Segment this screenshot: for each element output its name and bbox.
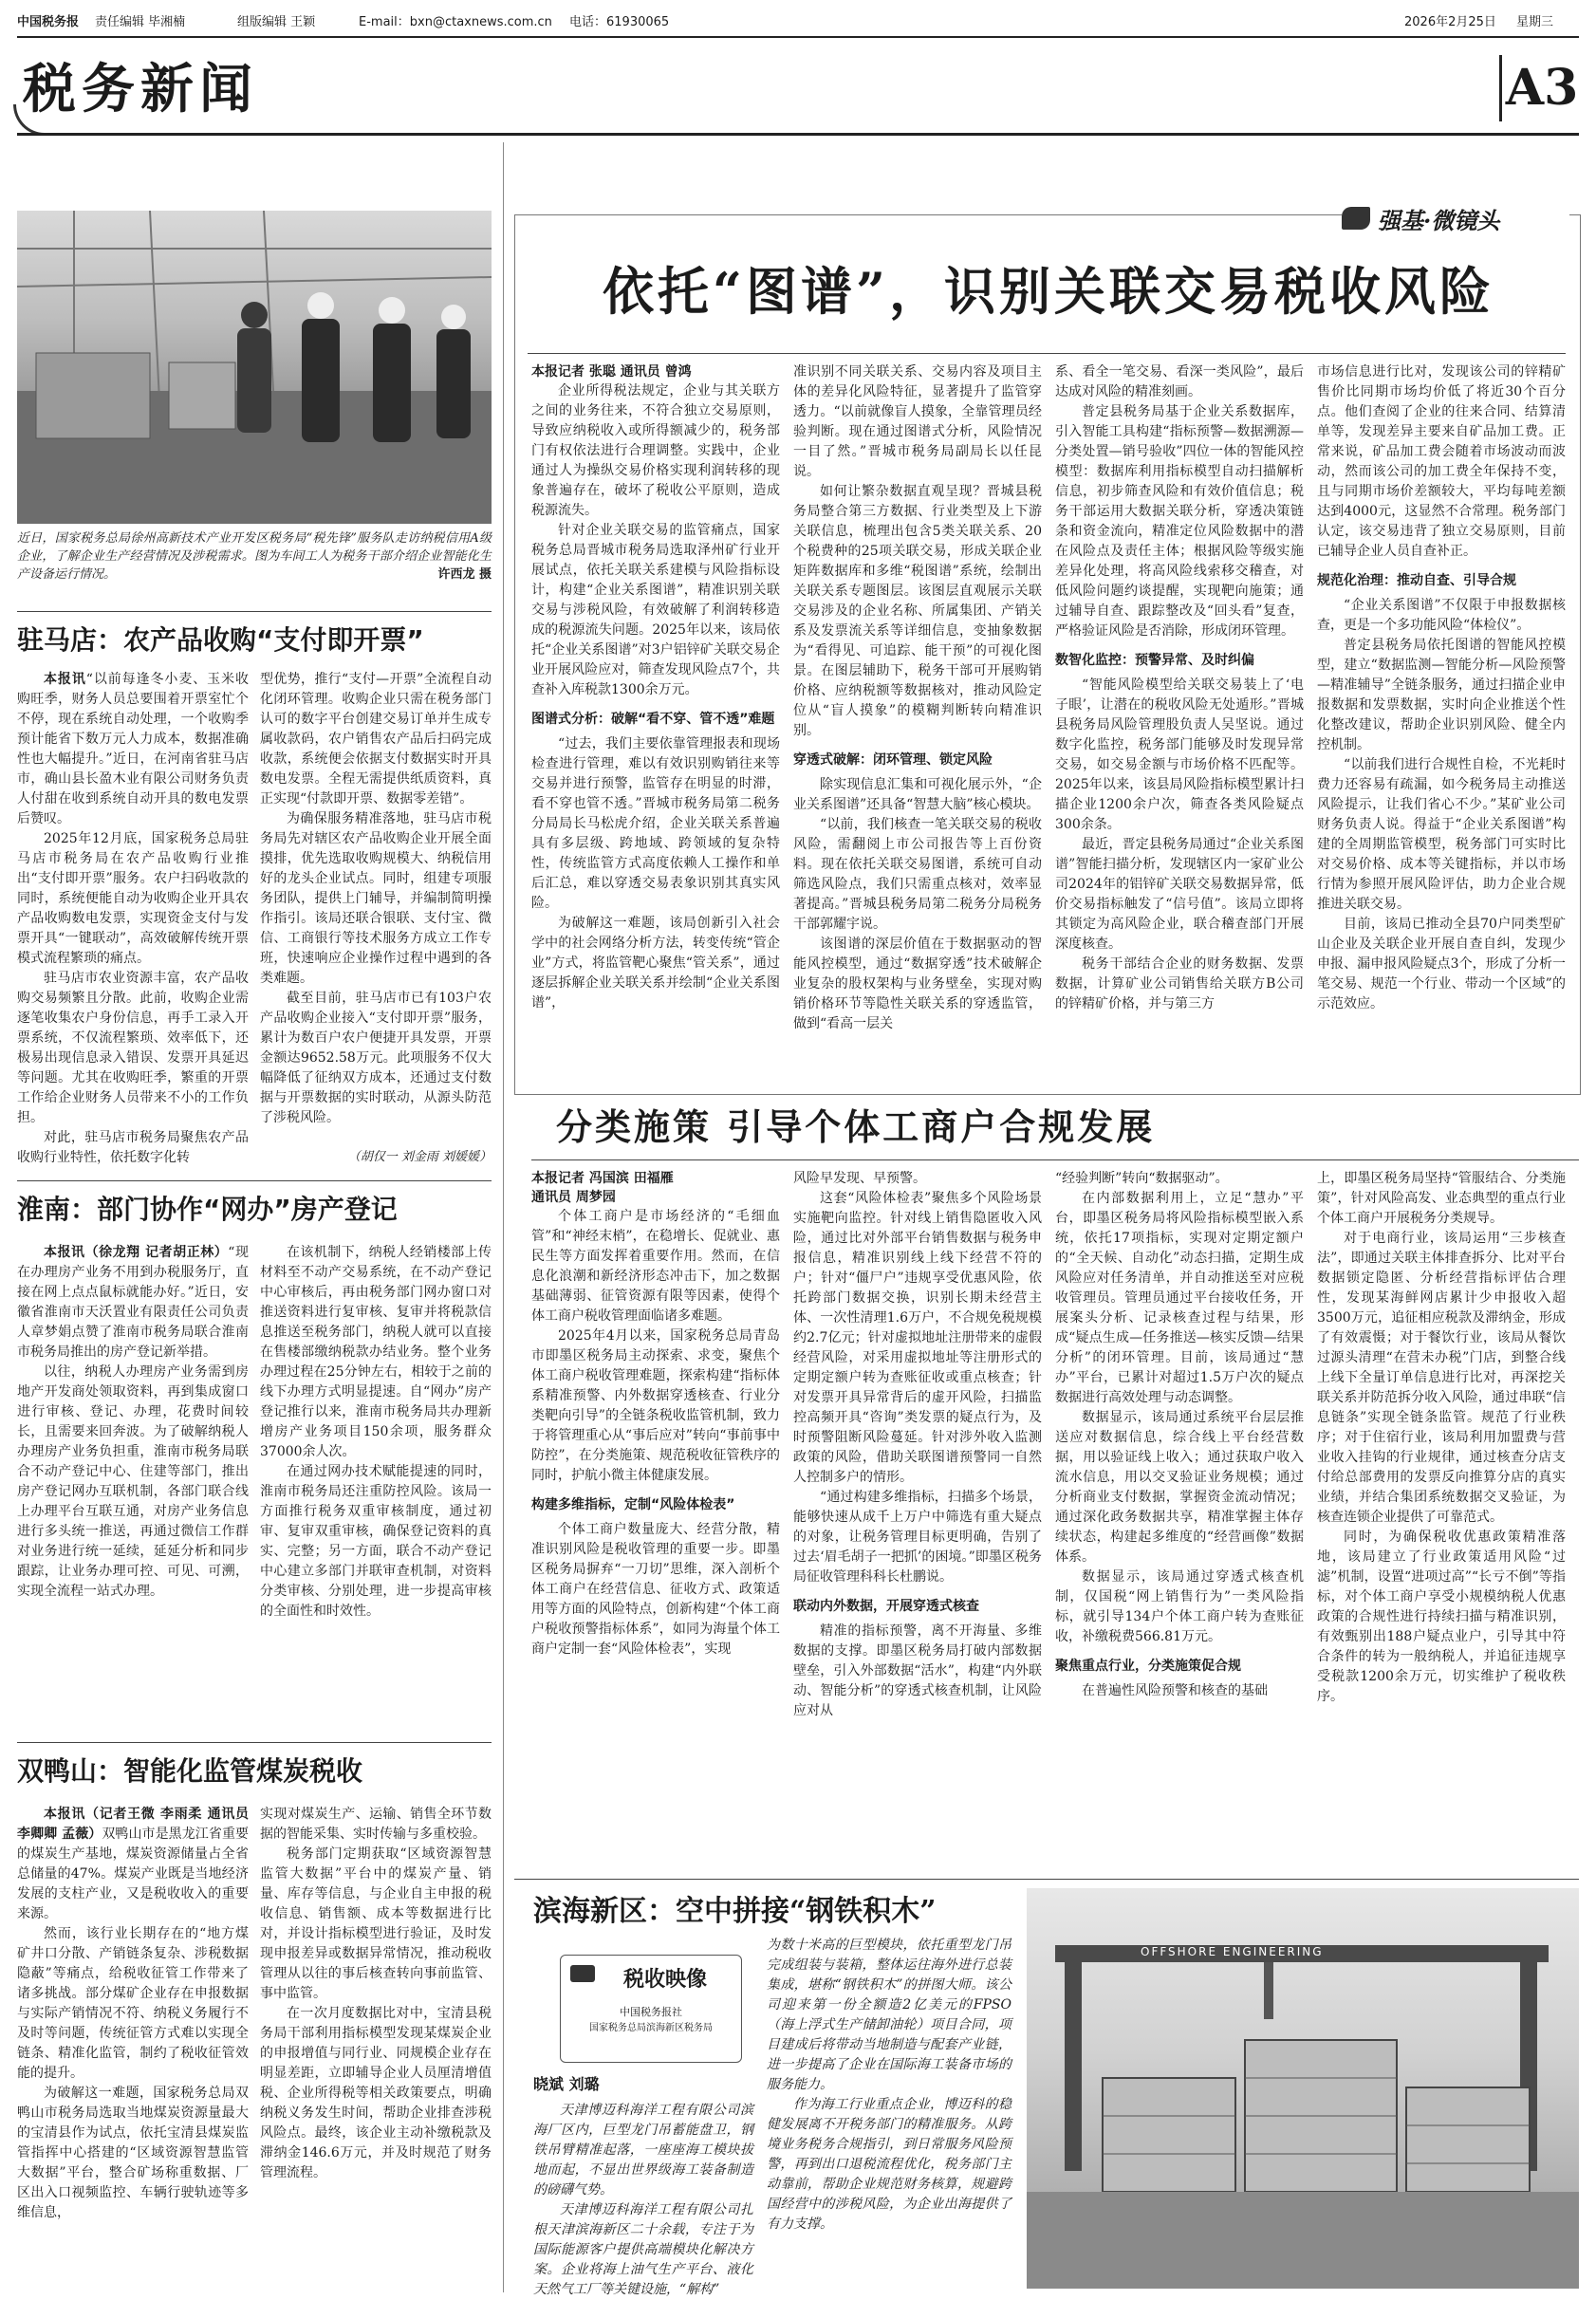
main-byline: 本报记者 张聪 通讯员 曾鸿	[531, 364, 692, 380]
paper-name: 中国税务报	[17, 15, 80, 29]
huainan-col1: 本报讯（徐龙翔 记者胡正林）“现在办理房产业务不用到办税服务厅，直接在网上点点鼠标就能办好。”近日，安徽省淮南市天沃置业有限责任公司负责人章梦娟点赞了淮南市税务局联合淮南市税务局推出的房产登记新举措。 以往，纳税人办理房产业务需到房地产开发商处领取资料，再到集成窗口进行审核、登记、办理，花费时间较长，且需要来回奔波。为了破解纳税人办理房产业务负担重，淮南市税务局联合不动产登记中心、住建等部门，推出房产登记网办互联机制，各部门联合线上办理平台互联互通，对房产业务信息进行多头统一推送，再通过微信工作群对业务进行统一延续，延延分析和同步跟踪，让业务办理可控、可见、可溯，实现全流程一站式办理。	[17, 1245, 249, 1599]
huainan-byline: 本报讯（徐龙翔 记者胡正林）	[44, 1245, 229, 1260]
binhai-photo	[1027, 1888, 1579, 2289]
zhumadian-byline: 本报讯	[44, 672, 86, 687]
geti-col2: 风险早发现、早预警。 这套“风险体检表”聚焦多个风险场景实施靶向监控。针对线上销售隐匿收入风险，通过比对外部平台销售数据与税务申报信息，精准识别线上线下经营不符的户；针对“僵尸户”违规享受优惠风险，依托跨部门数据交换，识别长期未经营主体、一次性清理1.6万户，不合规免税规模约2.7亿元；针对虚拟地址注册带来的虚假经营风险，对采用虚拟地址等注册形式的定期定额户转为查账征收或重点核查；针对发票开具异常背后的虚开风险，扫描监控高频开具“咨询”类发票的疑点行为，及时预警阻断风险蔓延。针对涉外收入监测政策的风险，借助关联图谱预警同一自然人控制多户的情形。 “通过构建多维指标，扫描多个场景，能够快速从成千上万户中筛选有重大疑点的对象，让税务管理目标更明确，告别了过去‘眉毛胡子一把抓’的困境。”即墨区税务局征收管理科科长杜鹏说。 联动内外数据，开展穿透式核查 精准的指标预警，离不开海量、多维数据的支撑。即墨区税务局打破内部数据壁垒，引入外部数据“活水”，构建“内外联动、智能分析”的穿透式核查机制，让风险应对从	[793, 1171, 1042, 1718]
kicker-badge	[1342, 201, 1569, 235]
zhumadian-title: 驻马店：农产品收购“支付即开票”	[17, 624, 424, 656]
kicker-text: 强基·微镜头	[1378, 206, 1500, 234]
factory-scene	[17, 211, 492, 524]
camera-icon	[570, 1965, 595, 1982]
geti-byline-2: 通讯员 周梦园	[531, 1190, 616, 1205]
binhai-title: 滨海新区：空中拼接“钢铁积木”	[533, 1895, 937, 1928]
main-col4: 市场信息进行比对，发现该公司的锌精矿售价比同期市场均价低了将近30个百分点。他们查阅了企业的往来合同、结算清单等，发现差异主要来自矿品加工费。正常来说，矿品加工费会随着市场波动而波动，然而该公司的加工费全年保持不变，且与同期市场价差额较大，平均每吨差额达到4000元，这显然不合常理。税务部门认定，该交易违背了独立交易原则，目前已辅导企业人员自查补正。 规范化治理：推动自查、引导合规 “企业关系图谱”不仅限于申报数据核查，更是一个多功能风险“体检仪”。 普定县税务局依托图谱的智能风控模型，建立“数据监测—智能分析—风险预警—精准辅导”全链条服务，通过扫描企业申报数据和发票数据，实时向企业推送个性化整改建议，帮助企业识别风险、健全内控机制。 “以前我们进行合规性自检，不光耗时费力还容易有疏漏，如今税务局主动推送风险提示，让我们省心不少。”某矿业公司财务负责人说。得益于“企业关系图谱”构建的全周期监管模型，税务部门可实时比对交易价格、成本等关键指标，并以市场行情为参照开展风险评估，助力企业合规推进关联交易。 目前，该局已推动全县70户同类型矿山企业及关联企业开展自查自纠，发现少申报、漏申报风险疑点3个，形成了分析一笔交易、规范一个行业、带动一个区域”的示范效应。	[1317, 364, 1566, 1011]
zhumadian-signature: （胡仅一 刘金雨 刘媛媛）	[347, 1150, 492, 1164]
editor: 责任编辑 毕湘楠	[95, 15, 186, 29]
binhai-logo-text: 税收映像	[622, 1968, 707, 1992]
binhai-credit: 晓斌 刘璐	[533, 2075, 600, 2093]
main-col3-subhead: 数智化监控：预警异常、及时纠偏	[1055, 653, 1254, 668]
section-title: 税务新闻	[23, 58, 258, 121]
main-col1-subhead: 图谱式分析：破解“看不穿、管不透”难题	[531, 712, 775, 727]
photo-caption: 近日，国家税务总局徐州高新技术产业开发区税务局“税先锋”服务队走访纳税信用A级企业，了解企业生产经营情况及涉税需求。图为车间工人为税务干部介绍企业智能化生产设备运行情况。 许西龙 摄	[17, 531, 492, 582]
date: 2026年2月25日	[1404, 15, 1496, 29]
shuangyashan-title: 双鸭山：智能化监管煤炭税收	[17, 1755, 363, 1787]
binhai-logo-sub2: 国家税务总局滨海新区税务局	[589, 2023, 713, 2033]
geti-byline-1: 本报记者 冯国滨 田福雁	[531, 1171, 674, 1186]
shuangyashan-byline: 本报讯（记者王微 李雨柔 通讯员李卿卿 孟薇）	[17, 1807, 249, 1842]
zhumadian-col1: 本报讯“以前每逢冬小麦、玉米收购旺季，财务人员总要围着开票室忙个不停，现在系统自动处理，一个收购季预计能省下数万元人力成本，数据准确性也大幅提升。”近日，在河南省驻马店市，确山县长盈木业有限公司财务负责人付甜在收到系统自动开具的数电发票后赞叹。 2025年12月底，国家税务总局驻马店市税务局在农产品收购行业推出“支付即开票”服务。农户扫码收款的同时，系统便能自动为收购企业开具农产品收购数电发票，实现资金支付与发票开具“一键联动”，高效破解传统开票模式流程繁琐的痛点。 驻马店市农业资源丰富，农产品收购交易频繁且分散。此前，收购企业需逐笔收集农户身份信息，再手工录入开票系统，不仅流程繁琐、效率低下，还极易出现信息录入错误、发票开具延迟等问题。尤其在收购旺季，繁重的开票工作给企业财务人员带来不小的工作负担。 对此，驻马店市税务局聚焦农产品收购行业特性，依托数字化转	[17, 672, 249, 1165]
binhai-logo	[560, 1955, 742, 2063]
geti-article-title: 分类施策 引导个体工商户合规发展	[556, 1105, 1156, 1148]
huainan-col2: 在该机制下，纳税人经销楼部上传材料至不动产交易系统，在不动产登记中心审核后，再由税务部门网办窗口对推送资料进行复审核、复审并将税款信息推送至税务部门，纳税人就可以直接在售楼部缴纳税款办结业务。整个业务办理过程在25分钟左右，相较于之前的线下办理方式明显提速。自“网办”房产登记推行以来，淮南市税务局共办理新增房产业务项目150余项，服务群众37000余人次。 在通过网办技术赋能提速的同时，淮南市税务局还注重防控风险。该局一方面推行税务双重审核制度，通过初审、复审双重审核，确保登记资料的真实、完整；另一方面，联合不动产登记中心建立多部门并联审查机制，对资料分类审核、分别处理，进一步提高审核的全面性和时效性。	[260, 1245, 492, 1619]
geti-col3-subhead: 聚焦重点行业，分类施策促合规	[1055, 1659, 1241, 1674]
weekday: 星期三	[1516, 15, 1554, 29]
photo-credit: 许西龙 摄	[437, 567, 492, 582]
masthead-bar	[17, 11, 1579, 34]
main-col2: 准识别不同关联关系、交易内容及项目主体的差异化风险特征，显著提升了监管穿透力。“以前就像盲人摸象，全靠管理员经验判断。现在通过图谱式分析，风险情况一目了然。”晋城市税务局副局长以任昆说。 如何让繁杂数据直观呈现？晋城县税务局整合第三方数据、行业类型及上下游关联信息，梳理出包含5类关联关系、20个税费种的25项关联交易，形成关联企业矩阵数据库和多维“税图谱”系统，绘制出关联关系专题图层。该图层直观展示关联交易涉及的企业名称、所属集团、产销关系及发票流关系等详细信息，变抽象数据为“看得见、可追踪、能干预”的可视化图景。在图层辅助下，税务干部可开展购销价格、应纳税额等数据核对，推动风险定位从“盲人摸象”的模糊判断转向精准识别。 穿透式破解：闭环管理、锁定风险 除实现信息汇集和可视化展示外，“企业关系图谱”还具备“智慧大脑”核心模块。 “以前，我们核查一笔关联交易的税收风险，需翻阅上市公司报告等上百份资料。现在依托关联交易图谱，系统可自动筛选风险点，我们只需重点核对，效率显著提高。”晋城县税务局第二税务分局税务干部郭耀宇说。 该图谱的深层价值在于数据驱动的智能风控模型，通过“数据穿透”技术破解企业复杂的股权架构与业务壁垒，实现对购销价格环节等隐性关联关系的穿透监管，做到“看高一层关	[793, 364, 1042, 1031]
factory-photo	[17, 211, 492, 524]
geti-col3: “经验判断”转向“数据驱动”。 在内部数据利用上，立足“慧办”平台，即墨区税务局将风险指标模型嵌入系统，依托17项指标，实现对定期定额户的“全天候、自动化”动态扫描，定期生成风险应对任务清单，并自动推送至对应税收管理员。管理员通过平台接收任务，开展案头分析、记录核查过程与结果，形成“疑点生成—任务推送—核实反馈—结果分析”的闭环管理。目前，该局通过“慧办”平台，已累计对超过1.5万户次的疑点数据进行高效处理与动态调整。 数据显示，该局通过系统平台层层推送应对数据信息，综合线上平台经营数据，用以验证线上收入；通过获取户收入流水信息，用以交叉验证业务规模；通过分析商业支付数据，掌握资金流动情况；通过深化政务数据共享，精准掌握主体存续状态，构建起多维度的“经营画像”数据体系。 数据显示，该局通过穿透式核查机制，仅国税“网上销售行为”一类风险指标，就引导134户个体工商户转为查账征收，补缴税费566.81万元。 聚焦重点行业，分类施策促合规 在普遍性风险预警和核查的基础	[1055, 1171, 1304, 1698]
shuangyashan-col2: 实现对煤炭生产、运输、销售全环节数据的智能采集、实时传输与多重校验。 税务部门定期获取“区域资源智慧监管大数据”平台中的煤炭产量、销量、库存等信息，与企业自主申报的税收信息、销售额、成本等数据进行比对，并设计指标模型进行验证，及时发现申报差异或数据异常情况，推动税收管理从以往的事后核查转向事前监管、事中监管。 在一次月度数据比对中，宝清县税务局干部利用指标模型发现某煤炭企业的申报增值与同行业、同规模企业存在明显差距，立即辅导企业人员厘清增值税、企业所得税等相关政策要点，明确纳税义务发生时间，帮助企业排查涉税风险点。最终，该企业主动补缴税款及滞纳金146.6万元，并及时规范了财务管理流程。	[260, 1807, 492, 2180]
section-title-swoosh	[13, 104, 234, 136]
main-col4-subhead: 规范化治理：推动自查、引导合规	[1317, 573, 1516, 588]
binhai-col1: 天津博迈科海洋工程有限公司滨海厂区内，巨型龙门吊蓄能盘卫，钢铁吊臂精准起落，一座座海工模块拔地而起，不显出世界级海工装备制造的磅礴气势。 天津博迈科海洋工程有限公司扎根天津滨海新区二十余载，专注于为国际能源客户提供高端模块化解决方案。企业将海上油气生产平台、液化天然气工厂等关键设施，“解构”	[533, 2103, 753, 2297]
page-number: A3	[1499, 55, 1582, 121]
binhai-logo-sub1: 中国税务报社	[620, 2006, 682, 2018]
phone: 电话：61930065	[569, 15, 670, 29]
binhai-col2: 为数十米高的巨型模块，依托重型龙门吊完成组装与装箱，整体运往海外进行总装集成，堪称“钢铁积木”的拼图大师。该公司迎来第一份全额造2亿美元的FPSO（海上浮式生产储卸油轮）项目合同，项目建成后将带动当地制造与配套产业链，进一步提高了企业在国际海工装备市场的服务能力。 作为海工行业重点企业，博迈科的稳健发展离不开税务部门的精准服务。从跨境业务税务合规指引，到日常服务风险预警，再到出口退税流程优化，税务部门主动靠前，帮助企业规范财务核算，规避跨国经营中的涉税风险，为企业出海提供了有力支撑。	[767, 1938, 1011, 2232]
email: E-mail：bxn@ctaxnews.com.cn	[359, 15, 552, 29]
huainan-title: 淮南：部门协作“网办”房产登记	[17, 1194, 398, 1225]
geti-col2-subhead: 联动内外数据，开展穿透式核查	[793, 1599, 979, 1614]
main-col2-subhead: 穿透式破解：闭环管理、锁定风险	[793, 752, 993, 768]
main-article-title: 依托“图谱”，识别关联交易税收风险	[602, 261, 1495, 322]
zhumadian-col2: 型优势，推行“支付—开票”全流程自动化闭环管理。收购企业只需在税务部门认可的数字平台创建交易订单并生成专属收款码，农户销售农产品后扫码完成收款，系统便会依据支付数据实时开具数电发票。全程无需提供纸质资料，真正实现“付款即开票、数据零差错”。 为确保服务精准落地，驻马店市税务局先对辖区农产品收购企业开展全面摸排，优先选取收购规模大、纳税信用好的龙头企业试点。同时，组建专项服务团队，提供上门辅导，并编制简明操作指引。该局还联合银联、支付宝、微信、工商银行等技术服务方成立工作专班，快速响应企业操作过程中遇到的各类难题。 截至目前，驻马店市已有103户农产品收购企业接入“支付即开票”服务，累计为数百户农户便捷开具发票，开票金额达9652.58万元。此项服务不仅大幅降低了征纳双方成本，还通过支付数据与开票数据的实时联动，从源头防范了涉税风险。	[260, 672, 492, 1125]
main-col3: 系、看全一笔交易、看深一类风险”，最后达成对风险的精准刻画。 普定县税务局基于企业关系数据库，引入智能工具构建“指标预警—数据溯源—分类处置—销号验收”四位一体的智能风控模型：数据库利用指标模型自动扫描解析信息，初步筛查风险和有效价值信息；税务干部运用大数据关联分析，穿透决策链条和资金流向，精准定位风险数据中的潜在风险点及责任主体；根据风险等级实施差异化处理，将高风险线索移交稽查，对低风险问题约谈提醒，实现靶向施策；通过辅导自查、跟踪整改及“回头看”复查，严格验证风险是否消除，形成闭环管理。 数智化监控：预警异常、及时纠偏 “智能风险模型给关联交易装上了‘电子眼’，让潜在的税收风险无处遁形。”晋城县税务局风险管理股负责人吴坚说。通过数字化监控，税务部门能够及时发现异常交易，如交易金额与市场价格不匹配等。2025年以来，该县局风险指标模型累计扫描企业1200余户次，筛查各类风险疑点300余条。 最近，晋定县税务局通过“企业关系图谱”智能扫描分析，发现辖区内一家矿业公司2024年的铝锌矿关联交易数据异常，低价交易指标触发了“信号值”。该局立即将其锁定为高风险企业，联合稽查部门开展深度核查。 税务干部结合企业的财务数据、发票数据，计算矿业公司销售给关联方B公司的锌精矿价格，并与第三方	[1055, 364, 1304, 1011]
brush-icon	[1342, 207, 1370, 230]
geti-col1: 本报记者 冯国滨 田福雁 通讯员 周梦园 个体工商户是市场经济的“毛细血管”和“神经末梢”，在稳增长、促就业、惠民生等方面发挥着重要作用。然而，在信息化浪潮和新经济形态冲击下，加之数据基础薄弱、征管资源有限等因素，使得个体工商户税收管理面临诸多难题。 2025年4月以来，国家税务总局青岛市即墨区税务局主动探索、求变，聚焦个体工商户税收管理难题，探索构建“指标体系精准预警、内外数据穿透核查、行业分类靶向引导”的全链条税收监管机制，致力于将管理重心从“事后应对”转向“事前事中防控”，在分类施策、规范税收征管秩序的同时，护航小微主体健康发展。 构建多维指标，定制“风险体检表” 个体工商户数量庞大、经营分散，精准识别风险是税收管理的重要一步。即墨区税务局摒弃“一刀切”思维，深入剖析个体工商户在经营信息、征收方式、政策适用等方面的风险特点，创新构建“个体工商户税收预警指标体系”，如同为海量个体工商户定制一套“风险体检表”，实现	[531, 1171, 780, 1657]
geti-col4: 上，即墨区税务局坚持“管服结合、分类施策”，针对风险高发、业态典型的重点行业个体工商户开展税务分类规导。 对于电商行业，该局运用“三步核查法”，即通过关联主体排查拆分、比对平台数据锁定隐匿、分析经营指标评估合理性，发现某海鲜网店累计少申报收入超3500万元，追征相应税款及滞纳金，形成了有效震慑；对于餐饮行业，该局从餐饮过源头清理“在营未办税”门店，到整合线上线下全量订单信息进行比对，再深挖关联关系并防范拆分收入风险，通过串联“信息链条”实现全链条监管。规范了行业秩序；对于住宿行业，该局利用加盟费与营业收入挂钩的行业规律，通过核查分店支付给总部费用的发票反向推算分店的真实业绩，并结合集团系统数据交叉验证，为核查连锁企业提供了可靠范式。 同时，为确保税收优惠政策精准落地，该局建立了行业政策适用风险“过滤”机制，设置“进项过高”“长亏不倒”等指标，对个体工商户享受小规模纳税人优惠政策的合规性进行持续扫描与精准识别，有效甄别出188户疑点业户，引导其中符合条件的转为一般纳税人，并追征违规享受税款1200余万元，切实维护了税收秩序。	[1317, 1171, 1566, 1704]
geti-col1-subhead: 构建多维指标，定制“风险体检表”	[531, 1497, 735, 1512]
shuangyashan-col1: 本报讯（记者王微 李雨柔 通讯员李卿卿 孟薇）双鸭山市是黑龙江省重要的煤炭生产基地，煤炭资源储量占全省总储量的47%。煤炭产业既是当地经济发展的支柱产业，又是税收收入的重要来源。 然而，该行业长期存在的“地方煤矿井口分散、产销链条复杂、涉税数据隐蔽”等痛点，给税收征管工作带来了诸多挑战。部分煤矿企业存在申报数据与实际产销情况不符、纳税义务履行不及时等问题，传统征管方式难以实现全链条、精准化监管，制约了税收征管效能的提升。 为破解这一难题，国家税务总局双鸭山市税务局选取当地煤炭资源量最大的宝清县作为试点，依托宝清县煤炭监管指挥中心搭建的“区域资源智慧监管大数据”平台，整合矿场称重数据、厂区出入口视频监控、车辆行驶轨迹等多维信息，	[17, 1807, 250, 2220]
crane-label: OFFSHORE ENGINEERING	[1141, 1945, 1324, 1958]
main-col1: 本报记者 张聪 通讯员 曾鸿 企业所得税法规定，企业与其关联方之间的业务往来，不符合独立交易原则，导致应纳税收入或所得额减少的，税务部门有权依法进行合理调整。实践中，企业通过人为操纵交易价格实现利润转移的现象普遍存在，破坏了税收公平原则，造成税源流失。 针对企业关联交易的监管痛点，国家税务总局晋城市税务局选取泽州矿行业开展试点，依托关联关系建模与风险指标设计，构建“企业关系图谱”，精准识别关联交易与涉税风险，有效破解了利润转移造成的税源流失问题。2025年以来，该局依托“企业关系图谱”对3户铝锌矿关联交易企业开展风险应对，筛查发现风险点7个，共查补入库税款1300余万元。 图谱式分析：破解“看不穿、管不透”难题 “过去，我们主要依靠管理报表和现场检查进行管理，难以有效识别购销往来等交易并进行预警，监管存在明显的时滞，看不穿也管不透。”晋城市税务局第二税务分局局长马松虎介绍，企业关联关系普遍具有多层级、跨地域、跨领域的复杂特性，传统监管方式高度依赖人工操作和单后汇总，难以穿透交易表象识别其真实风险。 为破解这一难题，该局创新引入社会学中的社会网络分析方法，转变传统“管企业”方式，将监管靶心聚焦“管关系”，通过逐层拆解企业关联关系并绘制“企业关系图谱”，	[531, 364, 780, 1011]
layout-editor: 组版编辑 王颖	[237, 15, 316, 29]
